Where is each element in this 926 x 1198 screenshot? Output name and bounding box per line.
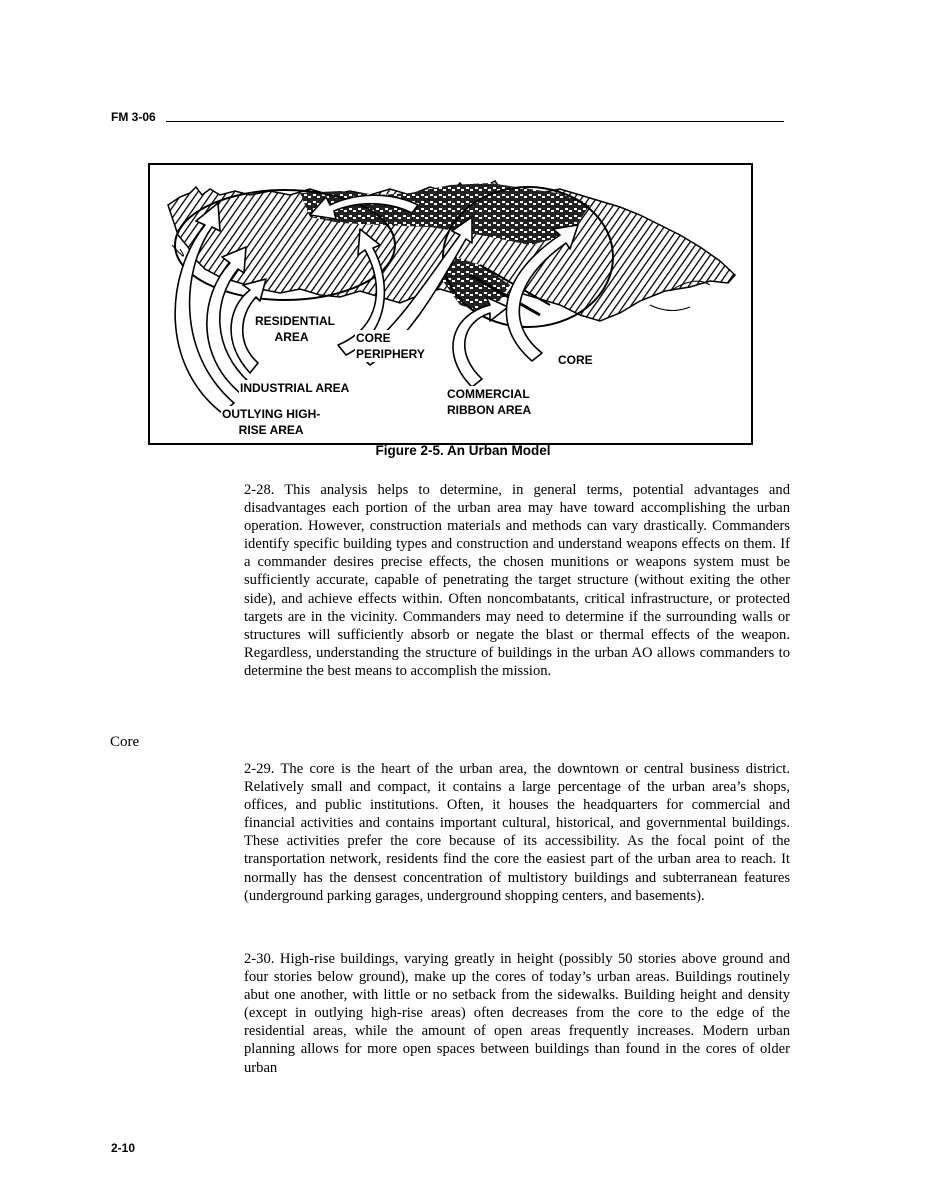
- label-core-periphery: CORE PERIPHERY: [356, 331, 425, 361]
- side-heading-core: Core: [110, 734, 140, 750]
- header-rule: [166, 121, 784, 122]
- label-industrial-area: INDUSTRIAL AREA: [240, 381, 350, 395]
- label-commercial-ribbon-area: COMMERCIAL RIBBON AREA: [447, 387, 532, 417]
- label-residential-area: RESIDENTIAL AREA: [255, 314, 336, 344]
- running-header: FM 3-06: [111, 110, 156, 124]
- label-core: CORE: [558, 353, 593, 367]
- figure-caption: Figure 2-5. An Urban Model: [375, 443, 551, 458]
- paragraph-2-29: [244, 760, 790, 905]
- paragraph-2-28: [244, 481, 790, 680]
- paragraph-text: 2-28. This analysis helps to determine, in general terms, potential advantages and disadvantages each portion of the urban area may have toward accomplishing the urban operation. However, construction materials and methods can vary drastically. Commanders identify specific building types and construction and understand weapons effects on them. If a commander desires precise effects, the chosen munitions or weapons system must be sufficiently accurate, capable of penetrating the target structure (without exiting the other side), and achieve effects within. Often noncombatants, critical infrastructure, or protected targets are in the vicinity. Commanders may need to determine if the surrounding walls or structures will sufficiently absorb or negate the blast or thermal effects of the weapon. Regardless, understanding the structure of buildings in the urban AO allows commanders to determine the best means to accomplish the mission.: [244, 482, 790, 679]
- urban-model-figure: [148, 163, 753, 445]
- paragraph-text: 2-29. The core is the heart of the urban area, the downtown or central business district. Relatively small and compact, it contains a large percentage of the urban area’s shops, offices, and public institutions. Often, it houses the headquarters for commercial and financial activities and contains important cultural, historical, and governmental buildings. These activities prefer the core because of its accessibility. As the focal point of the transportation network, residents find the core the easiest part of the urban area to reach. It normally has the densest concentration of multistory buildings and subterranean features (underground parking garages, underground shopping centers, and basements).: [244, 761, 790, 904]
- paragraph-2-30: [244, 950, 790, 1077]
- paragraph-text: 2-30. High-rise buildings, varying greatly in height (possibly 50 stories above ground and four stories below ground), make up the cores of today’s urban areas. Buildings routinely abut one another, with little or no setback from the sidewalks. Building height and density (except in outlying high-rise areas) often decreases from the core to the edge of the residential areas, while the amount of open areas frequently increases. Modern urban planning allows for more open spaces between buildings than found in the cores of older urban: [244, 951, 790, 1076]
- label-outlying-high-rise-area: OUTLYING HIGH- RISE AREA: [222, 407, 321, 437]
- page-number: 2-10: [111, 1141, 136, 1155]
